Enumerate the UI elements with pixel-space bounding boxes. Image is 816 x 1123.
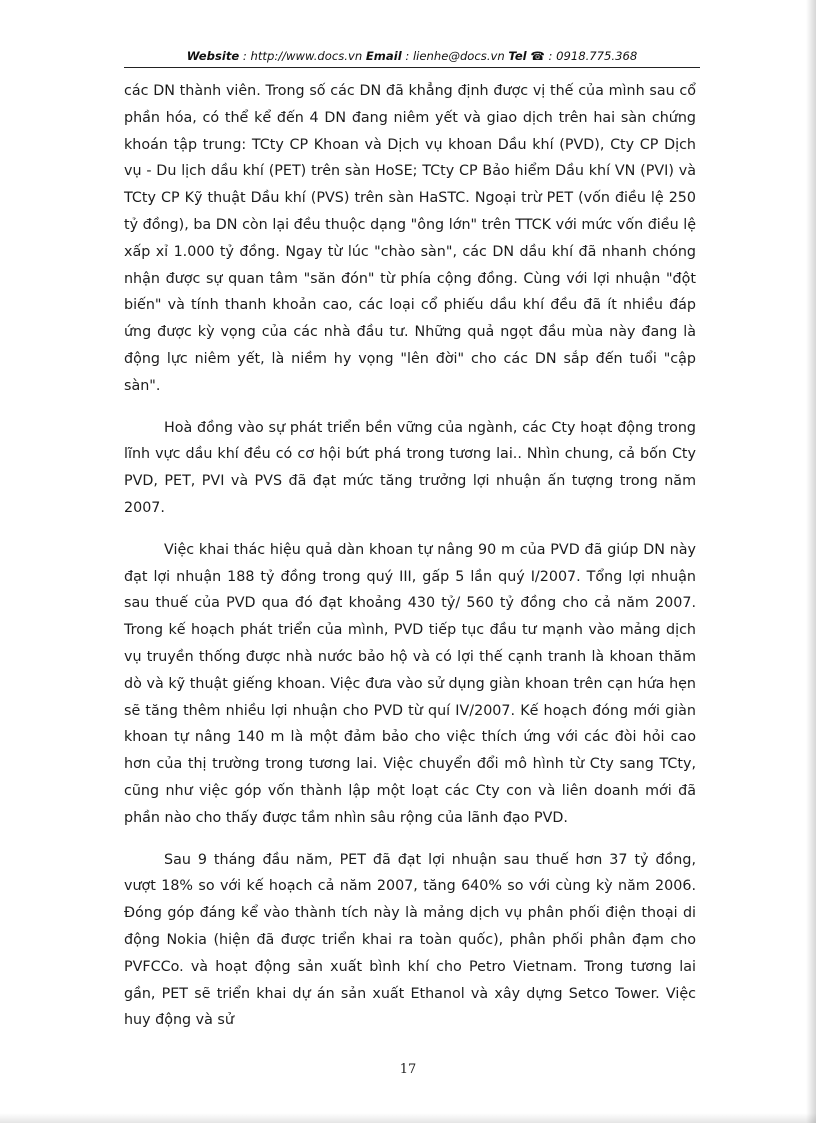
page-edge-shadow-right [806,0,816,1123]
page-edge-shadow-bottom [0,1113,816,1123]
page-header [124,47,700,65]
tel-number: : 0918.775.368 [544,49,638,63]
phone-icon: ☎ [530,49,545,63]
document-body [124,78,696,1034]
page-number: 17 [399,1062,417,1077]
paragraph-3: Việc khai thác hiệu quả dàn khoan tự nâng 90 m của PVD đã giúp DN này đạt lợi nhuận 188 tỷ đồng trong quý III, gấp 5 lần quý I/2007. Tổng lợi nhuận sau thuế của PVD qua đó đạt khoảng 430 tỷ/ 560 tỷ đồng cho cả năm 2007. Trong kế hoạch phát triển của mình, PVD tiếp tục đầu tư mạnh vào mảng dịch vụ truyền thống được nhà nước bảo hộ và có lợi thế cạnh tranh là khoan thăm dò và kỹ thuật giếng khoan. Việc đưa vào sử dụng giàn khoan trên cạn hứa hẹn sẽ tăng thêm nhiều lợi nhuận cho PVD từ quí IV/2007. Kế hoạch đóng mới giàn khoan tự nâng 140 m là một đảm bảo cho việc thích ứng với các đòi hỏi cao hơn của thị trường trong tương lai. Việc chuyển đổi mô hình từ Cty sang TCty, cũng như việc góp vốn thành lập một loạt các Cty con và liên doanh mới đã phần nào cho thấy được tầm nhìn sâu rộng của lãnh đạo PVD. [124,541,696,826]
website-label: Website [186,49,240,63]
email-address[interactable]: : lienhe@docs.vn [401,49,509,63]
tel-label: Tel [508,49,527,63]
email-label: Email [365,49,402,63]
paragraph-4: Sau 9 tháng đầu năm, PET đã đạt lợi nhuận sau thuế hơn 37 tỷ đồng, vượt 18% so với kế hoạch cả năm 2007, tăng 640% so với cùng kỳ năm 2006. Đóng góp đáng kể vào thành tích này là mảng dịch vụ phân phối điện thoại di động Nokia (hiện đã được triển khai ra toàn quốc), phân phối phân đạm cho PVFCCo. và hoạt động sản xuất bình khí cho Petro Vietnam. Trong tương lai gần, PET sẽ triển khai dự án sản xuất Ethanol và xây dựng Setco Tower. Việc huy động và sử [124,851,696,1029]
header-divider [124,67,700,68]
website-url[interactable]: : http://www.docs.vn [239,49,366,63]
paragraph-1: các DN thành viên. Trong số các DN đã khẳng định được vị thế của mình sau cổ phần hóa, có thể kể đến 4 DN đang niêm yết và giao dịch trên hai sàn chứng khoán tập trung: TCty CP Khoan và Dịch vụ khoan Dầu khí (PVD), Cty CP Dịch vụ - Du lịch dầu khí (PET) trên sàn HoSE; TCty CP Bảo hiểm Dầu khí VN (PVI) và TCty CP Kỹ thuật Dầu khí (PVS) trên sàn HaSTC. Ngoại trừ PET (vốn điều lệ 250 tỷ đồng), ba DN còn lại đều thuộc dạng "ông lớn" trên TTCK với mức vốn điều lệ xấp xỉ 1.000 tỷ đồng. Ngay từ lúc "chào sàn", các DN dầu khí đã nhanh chóng nhận được sự quan tâm "săn đón" từ phía cộng đồng. Cùng với lợi nhuận "đột biến" và tính thanh khoản cao, các loại cổ phiếu dầu khí đều đã ít nhiều đáp ứng được kỳ vọng của các nhà đầu tư. Những quả ngọt đầu mùa này đang là động lực niêm yết, là niềm hy vọng "lên đời" cho các DN sắp đến tuổi "cập sàn". [124,83,696,394]
paragraph-2: Hoà đồng vào sự phát triển bền vững của ngành, các Cty hoạt động trong lĩnh vực dầu khí đều có cơ hội bứt phá trong tương lai.. Nhìn chung, cả bốn Cty PVD, PET, PVI và PVS đã đạt mức tăng trưởng lợi nhuận ấn tượng trong năm 2007. [124,419,696,516]
